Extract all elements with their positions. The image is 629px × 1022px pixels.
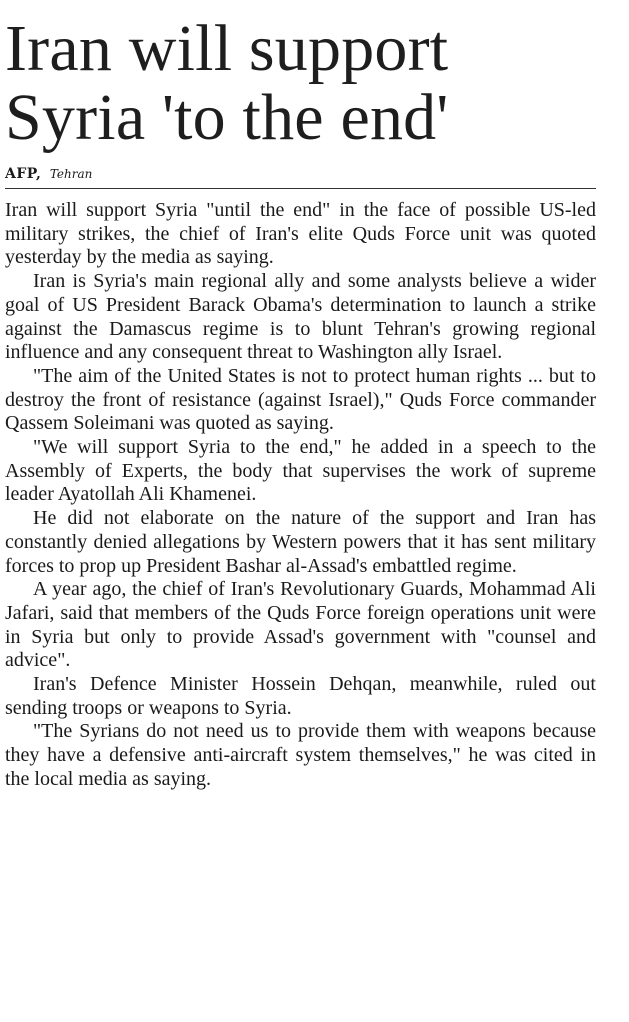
paragraph-7: Iran's Defence Minister Hossein Dehqan, meanwhile, ruled out sending troops or weapons to Syria. [5,673,596,719]
paragraph-2: Iran is Syria's main regional ally and some analysts believe a wider goal of US President Barack Obama's determination to launch a strike against the Damascus regime is to blunt Tehran's growing regional influence and any consequent threat to Washington ally Israel. [5,270,596,364]
paragraph-4: "We will support Syria to the end," he added in a speech to the Assembly of Experts, the body that supervises the work of supreme leader Ayatollah Ali Khamenei. [5,436,596,506]
paragraph-3: "The aim of the United States is not to protect human rights ... but to destroy the front of resistance (against Israel)," Quds Force commander Qassem Soleimani was quoted as saying. [5,364,596,435]
headline: Iran will support Syria 'to the end' [5,12,449,154]
article-body [5,199,596,792]
byline [5,165,596,189]
news-article [5,14,596,792]
byline-location: Tehran [49,167,93,181]
paragraph-8: "The Syrians do not need us to provide them with weapons because they have a defensive anti-aircraft system themselves," he was cited in the local media as saying. [5,720,596,790]
paragraph-6: A year ago, the chief of Iran's Revolutionary Guards, Mohammad Ali Jafari, said that members of the Quds Force foreign operations unit were in Syria but only to provide Assad's government with "counsel and advice". [5,578,596,672]
paragraph-1: Iran will support Syria "until the end" in the face of possible US-led military strikes, the chief of Iran's elite Quds Force unit was quoted yesterday by the media as saying. [5,199,596,269]
byline-agency: AFP, [5,166,42,182]
paragraph-5: He did not elaborate on the nature of the support and Iran has constantly denied allegations by Western powers that it has sent military forces to prop up President Bashar al-Assad's embattled regime. [5,507,596,577]
